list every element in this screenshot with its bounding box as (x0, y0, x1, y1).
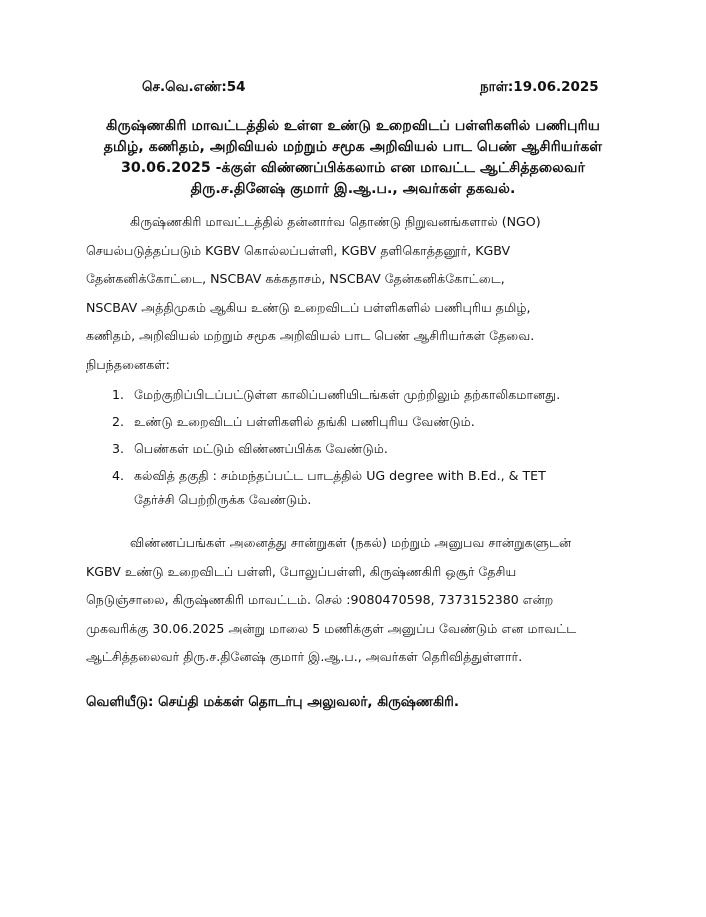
condition-number: 2. (112, 414, 125, 429)
paragraph-line (86, 529, 626, 558)
paragraph-line-text: செயல்படுத்தப்படும் KGBV கொல்லப்பள்ளி, KGBV தளிகொத்தனூர், KGBV (86, 242, 511, 258)
paragraph-line (86, 615, 626, 644)
paragraph-line-text: கணிதம், அறிவியல் மற்றும் சமூக அறிவியல் பாட பெண் ஆசிரியர்கள் தேவை. (86, 328, 535, 344)
meta-row (0, 79, 706, 99)
condition-item (112, 410, 626, 434)
release-date: நாள்:19.06.2025 (480, 79, 599, 95)
condition-number: 4. (112, 468, 125, 483)
condition-text: உண்டு உறைவிடப் பள்ளிகளில் தங்கி பணிபுரிய வேண்டும். (134, 414, 475, 429)
release-footer: வெளியீடு: செய்தி மக்கள் தொடர்பு அலுவலர், கிருஷ்ணகிரி. (86, 694, 459, 710)
condition-item (112, 437, 626, 461)
headline-line: திரு.ச.தினேஷ் குமார் இ.ஆ.ப., அவர்கள் தகவல். (190, 181, 516, 197)
headline-line: தமிழ், கணிதம், அறிவியல் மற்றும் சமூக அறிவியல் பாட பெண் ஆசிரியர்கள் (103, 139, 603, 155)
paragraph-line (86, 558, 626, 587)
paragraph-line-text: NSCBAV அத்திமுகம் ஆகிய உண்டு உறைவிடப் பள்ளிகளில் பணிபுரிய தமிழ், (86, 299, 531, 315)
conditions-heading: நிபந்தனைகள்: (86, 357, 170, 372)
condition-item (112, 383, 626, 407)
paragraph-line-text: நெடுஞ்சாலை, கிருஷ்ணகிரி மாவட்டம். செல் :9080470598, 7373152380 என்ற (86, 592, 554, 608)
headline (60, 116, 646, 200)
reference-number: செ.வெ.எண்:54 (142, 79, 246, 95)
paragraph-line-text: ஆட்சித்தலைவர் திரு.ச.தினேஷ் குமார் இ.ஆ.ப., அவர்கள் தெரிவித்துள்ளார். (86, 649, 523, 665)
paragraph-line (86, 237, 626, 266)
paragraph-line-text: கிருஷ்ணகிரி மாவட்டத்தில் தன்னார்வ தொண்டு நிறுவனங்களால் (NGO) (130, 214, 541, 229)
paragraph-line (86, 208, 626, 237)
paragraph-line (86, 322, 626, 351)
condition-text: பெண்கள் மட்டும் விண்ணப்பிக்க வேண்டும். (134, 441, 388, 456)
paragraph-line (86, 643, 626, 672)
condition-text-continued: தேர்ச்சி பெற்றிருக்க வேண்டும். (134, 492, 312, 507)
condition-item (112, 464, 626, 512)
paragraph-line-text: தேன்கனிக்கோட்டை, NSCBAV கக்கதாசம், NSCBAV தேன்கனிக்கோட்டை, (86, 271, 505, 287)
condition-text: கல்வித் தகுதி : சம்மந்தப்பட்ட பாடத்தில் UG degree with B.Ed., & TET (134, 468, 546, 483)
paragraph-line (86, 265, 626, 294)
paragraph-line-text: முகவரிக்கு 30.06.2025 அன்று மாலை 5 மணிக்குள் அனுப்ப வேண்டும் என மாவட்ட (86, 620, 577, 636)
intro-paragraph (86, 208, 626, 351)
condition-number: 3. (112, 441, 125, 456)
conditions-list (112, 383, 626, 515)
paragraph-line-text: விண்ணப்பங்கள் அனைத்து சான்றுகள் (நகல்) மற்றும் அனுபவ சான்றுகளுடன் (130, 535, 572, 550)
paragraph-line (86, 294, 626, 323)
paragraph-line (86, 586, 626, 615)
headline-line: 30.06.2025 -க்குள் விண்ணப்பிக்கலாம் என மாவட்ட ஆட்சித்தலைவர் (120, 160, 586, 176)
condition-text: மேற்குறிப்பிடப்பட்டுள்ள காலிப்பணியிடங்கள் முற்றிலும் தற்காலிகமானது. (134, 387, 561, 402)
headline-line: கிருஷ்ணகிரி மாவட்டத்தில் உள்ள உண்டு உறைவிடப் பள்ளிகளில் பணிபுரிய (106, 118, 600, 134)
application-paragraph (86, 529, 626, 672)
condition-number: 1. (112, 387, 125, 402)
paragraph-line-text: KGBV உண்டு உறைவிடப் பள்ளி, போலுப்பள்ளி, கிருஷ்ணகிரி ஒசூர் தேசிய (86, 563, 517, 579)
